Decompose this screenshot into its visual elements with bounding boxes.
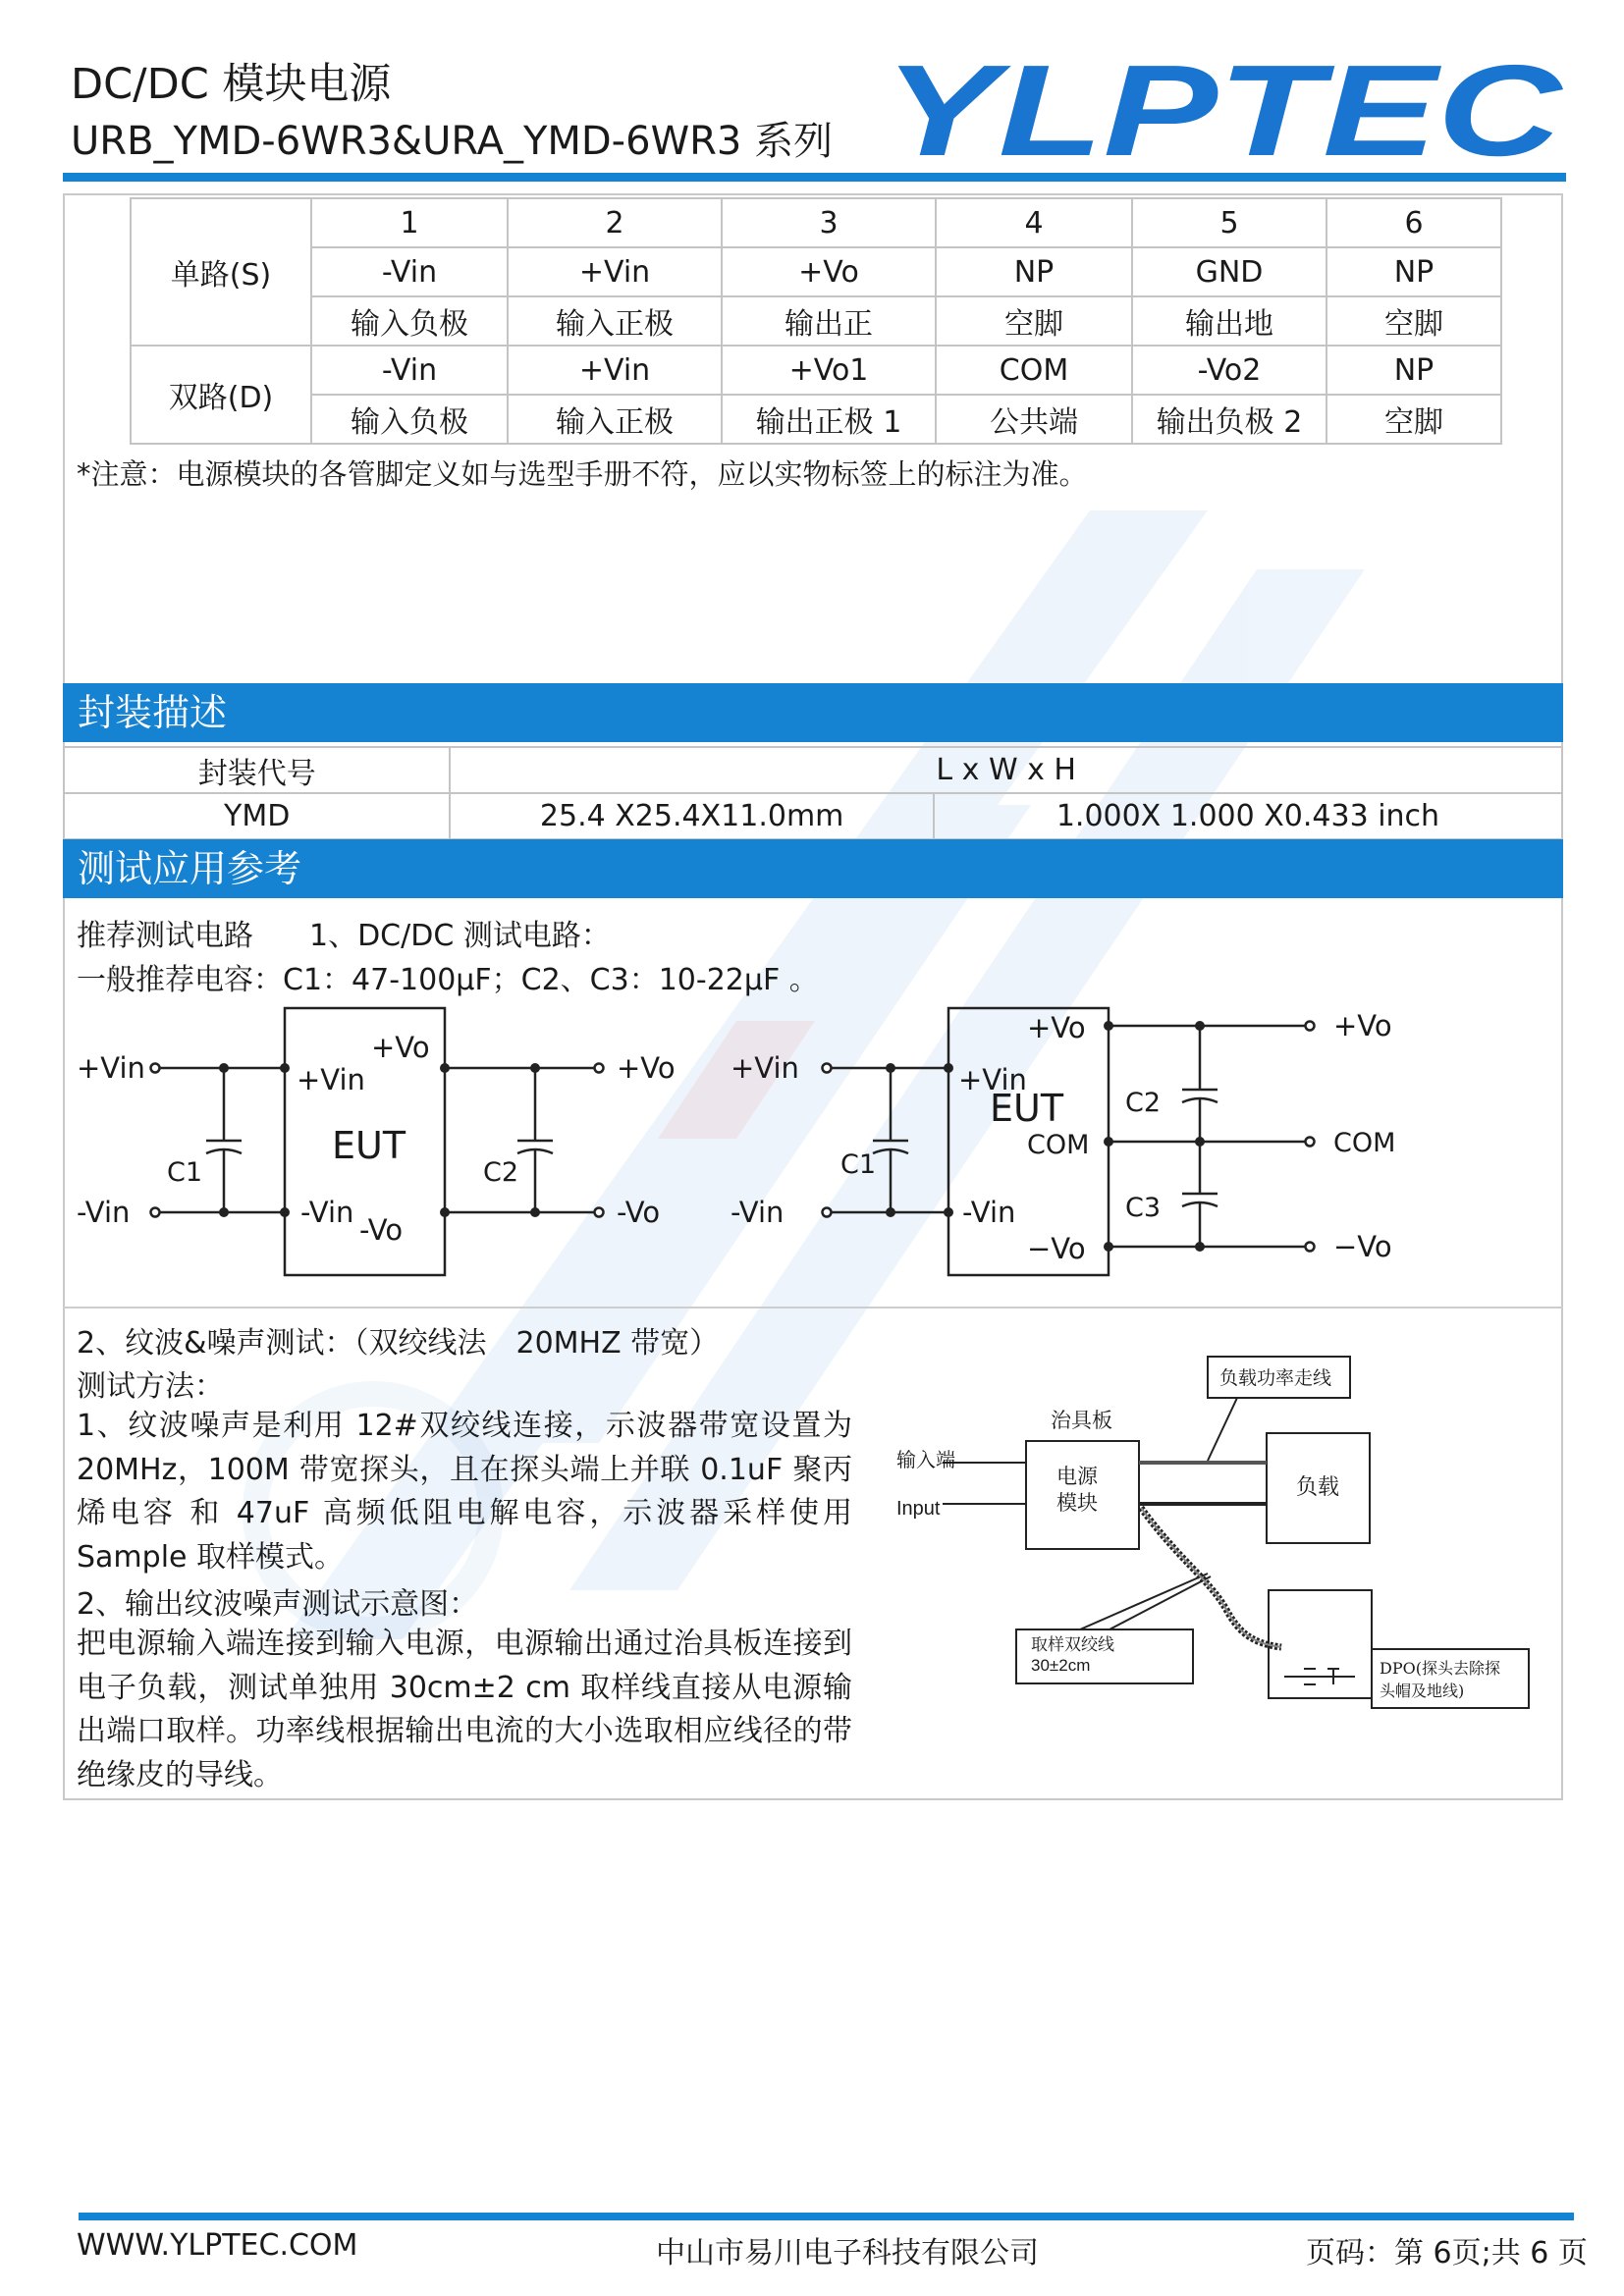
circuit-title: 1、DC/DC 测试电路：: [309, 919, 611, 953]
pin-name: +Vo1: [722, 346, 936, 395]
package-dim-header: L x W x H: [450, 747, 1562, 793]
pin-function: 输出负极 2: [1132, 395, 1326, 444]
diagram-fixture: 治具板: [1051, 1409, 1112, 1432]
pin-number: 3: [722, 198, 936, 247]
method-1-text: 1、纹波噪声是利用 12#双绞线连接，示波器带宽设置为 20MHz，100M 带宽探头，且在探头端上并联 0.1uF 聚丙烯电容 和 47uF 高频低阻电解电容，示波器采样使用 Sample 取样模式。: [77, 1409, 852, 1575]
label-in-neg: -Vin: [77, 1196, 131, 1229]
label-c1: C1: [840, 1149, 877, 1180]
pin-function: 空脚: [1326, 395, 1501, 444]
label-eut-vo-neg: -Vo: [359, 1213, 404, 1247]
diagram-sample-1: 取样双绞线: [1031, 1635, 1114, 1655]
label-c3: C3: [1125, 1193, 1162, 1223]
label-out-neg: −Vo: [1333, 1230, 1392, 1263]
diagram-sample-2: 30±2cm: [1031, 1656, 1091, 1675]
dpo-box: [1269, 1590, 1372, 1698]
pin-function: 输出正极 1: [722, 395, 936, 444]
document-title: DC/DC 模块电源: [71, 60, 392, 109]
pin-number: 4: [936, 198, 1132, 247]
ripple-test-diagram: [884, 1353, 1542, 1726]
label-out-pos: +Vo: [617, 1051, 676, 1085]
pin-function: 输出地: [1132, 296, 1326, 346]
pin-name: NP: [1326, 346, 1501, 395]
pin-name: -Vin: [311, 247, 508, 296]
single-row-label: 单路(S): [131, 198, 311, 346]
pin-name: +Vin: [508, 346, 722, 395]
package-code: YMD: [64, 793, 450, 839]
label-c1: C1: [167, 1157, 203, 1188]
pin-name: +Vo: [722, 247, 936, 296]
single-output-circuit: [69, 1001, 697, 1286]
footer-page: 页码：第 6页;共 6 页: [1306, 2236, 1588, 2270]
section-divider: [63, 1307, 1563, 1308]
pin-function: 公共端: [936, 395, 1132, 444]
label-eut-vo: +Vo: [1027, 1011, 1086, 1044]
pin-name: GND: [1132, 247, 1326, 296]
ripple-title: 2、纹波&噪声测试：（双绞线法 20MHZ 带宽）: [77, 1326, 720, 1361]
label-out-neg: -Vo: [617, 1196, 661, 1229]
method-label: 测试方法：: [77, 1369, 224, 1404]
package-dim-inch: 1.000X 1.000 X0.433 inch: [934, 793, 1562, 839]
footer-rule: [79, 2213, 1574, 2220]
pin-function: 输入负极: [311, 296, 508, 346]
package-code-header: 封装代号: [64, 747, 450, 793]
section-header-package: 封装描述: [63, 683, 1563, 742]
label-c2: C2: [1125, 1088, 1162, 1118]
method-2-text: 把电源输入端连接到输入电源，电源输出通过治具板连接到电子负载，测试单独用 30cm±2 cm 取样线直接从电源输出端口取样。功率线根据输出电流的大小选取相应线径的带绝缘皮的导线。: [77, 1627, 852, 1792]
pin-function: 输入负极: [311, 395, 508, 444]
label-out-pos: +Vo: [1333, 1009, 1392, 1042]
label-eut-vo-neg: −Vo: [1027, 1232, 1086, 1265]
label-eut: EUT: [332, 1124, 406, 1167]
pin-name: -Vo2: [1132, 346, 1326, 395]
diagram-dpo-1: DPO(探头去除探: [1380, 1659, 1500, 1678]
dual-row-label: 双路(D): [131, 346, 311, 444]
label-eut: EUT: [990, 1087, 1064, 1130]
pin-name: -Vin: [311, 346, 508, 395]
label-c2: C2: [483, 1157, 519, 1188]
recommend-label: 推荐测试电路: [77, 919, 253, 953]
diagram-power-line: 负载功率走线: [1219, 1367, 1332, 1389]
section-header-test: 测试应用参考: [63, 839, 1563, 898]
label-eut-in-neg: -Vin: [300, 1196, 354, 1229]
label-in-pos: +Vin: [731, 1051, 799, 1085]
footer-website[interactable]: WWW.YLPTEC.COM: [77, 2228, 358, 2263]
company-logo: [879, 57, 1566, 165]
diagram-input-en: Input: [896, 1498, 941, 1520]
pin-note: *注意：电源模块的各管脚定义如与选型手册不符，应以实物标签上的标注为准。: [77, 457, 1088, 491]
pin-name: NP: [1326, 247, 1501, 296]
diagram-module-2: 模块: [1056, 1491, 1098, 1515]
diagram-module-1: 电源: [1056, 1465, 1098, 1488]
pin-number: 2: [508, 198, 722, 247]
package-dim-mm: 25.4 X25.4X11.0mm: [450, 793, 934, 839]
label-eut-in-pos: +Vin: [297, 1063, 365, 1096]
logo-text: YLPTEC: [884, 57, 1564, 165]
pin-name: NP: [936, 247, 1132, 296]
pin-function: 空脚: [1326, 296, 1501, 346]
diagram-load: 负载: [1296, 1475, 1340, 1500]
label-eut-in-pos: +Vin: [958, 1063, 1027, 1096]
diagram-dpo-2: 头帽及地线): [1380, 1682, 1465, 1700]
pin-name: +Vin: [508, 247, 722, 296]
label-in-pos: +Vin: [77, 1051, 145, 1085]
method-2-title: 2、输出纹波噪声测试示意图：: [77, 1587, 479, 1622]
pin-name: COM: [936, 346, 1132, 395]
capacitor-line: 一般推荐电容：C1：47-100μF；C2、C3：10-22μF 。: [77, 963, 819, 997]
pin-number: 6: [1326, 198, 1501, 247]
pin-function: 输出正: [722, 296, 936, 346]
label-eut-com: COM: [1027, 1130, 1090, 1160]
label-out-com: COM: [1333, 1128, 1396, 1158]
dual-output-circuit: [727, 1001, 1424, 1286]
label-eut-vo: +Vo: [371, 1031, 430, 1064]
pin-definition-table: [130, 197, 1502, 445]
pin-number: 1: [311, 198, 508, 247]
pin-function: 空脚: [936, 296, 1132, 346]
footer-company: 中山市易川电子科技有限公司: [656, 2236, 1039, 2270]
document-subtitle: URB_YMD-6WR3&URA_YMD-6WR3 系列: [71, 119, 834, 164]
pin-function: 输入正极: [508, 395, 722, 444]
pin-number: 5: [1132, 198, 1326, 247]
label-eut-in-neg: -Vin: [962, 1196, 1016, 1229]
diagram-input-cn: 输入端: [896, 1448, 955, 1471]
label-in-neg: -Vin: [731, 1196, 785, 1229]
pin-function: 输入正极: [508, 296, 722, 346]
package-table: [63, 746, 1563, 840]
header-rule: [63, 173, 1566, 182]
